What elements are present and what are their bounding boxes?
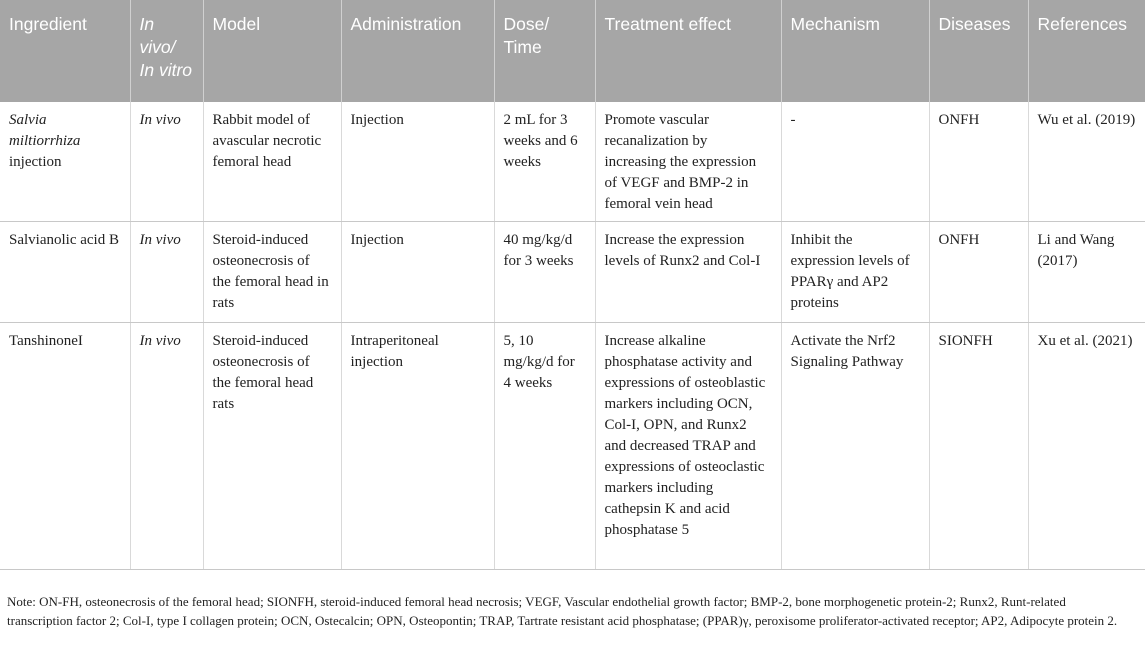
cell-administration: Injection xyxy=(341,102,494,221)
header-ingredient: Ingredient xyxy=(0,0,130,102)
header-mechanism: Mechanism xyxy=(781,0,929,102)
cell-in-vivo: In vivo xyxy=(130,322,203,569)
table-header-row xyxy=(0,0,1145,102)
cell-ingredient xyxy=(0,221,130,322)
cell-mechanism: Inhibit the expression levels of PPARγ and AP2 proteins xyxy=(781,221,929,322)
cell-administration: Intraperitoneal injection xyxy=(341,322,494,569)
cell-dose-time: 40 mg/kg/d for 3 weeks xyxy=(494,221,595,322)
header-in-vivo-in-vitro: In vivo/ In vitro xyxy=(130,0,203,102)
cell-ingredient xyxy=(0,102,130,221)
cell-ingredient xyxy=(0,322,130,569)
table-row xyxy=(0,221,1145,322)
cell-diseases: SIONFH xyxy=(929,322,1028,569)
cell-mechanism: Activate the Nrf2 Signaling Pathway xyxy=(781,322,929,569)
table-row xyxy=(0,322,1145,569)
cell-administration: Injection xyxy=(341,221,494,322)
cell-diseases: ONFH xyxy=(929,221,1028,322)
ingredient-text: TanshinoneI xyxy=(9,332,83,349)
cell-mechanism: - xyxy=(781,102,929,221)
cell-references: Li and Wang (2017) xyxy=(1028,221,1145,322)
cell-references: Wu et al. (2019) xyxy=(1028,102,1145,221)
header-references: References xyxy=(1028,0,1145,102)
cell-treatment-effect: Promote vascular recanalization by increasing the expression of VEGF and BMP-2 in femoral vein head xyxy=(595,102,781,221)
header-dose-time: Dose/ Time xyxy=(494,0,595,102)
cell-in-vivo: In vivo xyxy=(130,221,203,322)
header-model: Model xyxy=(203,0,341,102)
cell-model: Steroid-induced osteonecrosis of the femoral head rats xyxy=(203,322,341,569)
header-administration: Administration xyxy=(341,0,494,102)
header-treatment-effect: Treatment effect xyxy=(595,0,781,102)
ingredient-text: injection xyxy=(9,154,62,170)
header-diseases: Diseases xyxy=(929,0,1028,102)
table-row xyxy=(0,102,1145,221)
ingredient-italic: Salvia miltiorrhiza xyxy=(9,112,81,149)
cell-in-vivo: In vivo xyxy=(130,102,203,221)
cell-model: Rabbit model of avascular necrotic femoral head xyxy=(203,102,341,221)
cell-model: Steroid-induced osteonecrosis of the femoral head in rats xyxy=(203,221,341,322)
cell-references: Xu et al. (2021) xyxy=(1028,322,1145,569)
cell-treatment-effect: Increase the expression levels of Runx2 and Col-I xyxy=(595,221,781,322)
table-footnote: Note: ON-FH, osteonecrosis of the femoral head; SIONFH, steroid-induced femoral head necrosis; VEGF, Vascular endothelial growth factor; BMP-2, bone morphogenetic protein-2; Runx2, Runt-related transcription factor 2; Col-I, type I collagen protein; OCN, Ostecalcin; OPN, Osteopontin; TRAP, Tartrate resistant acid phosphatase; (PPAR)γ, peroxisome proliferator-activated receptor; AP2, Adipocyte protein 2. xyxy=(7,594,1118,628)
cell-dose-time: 2 mL for 3 weeks and 6 weeks xyxy=(494,102,595,221)
cell-dose-time: 5, 10 mg/kg/d for 4 weeks xyxy=(494,322,595,569)
cell-diseases: ONFH xyxy=(929,102,1028,221)
cell-treatment-effect: Increase alkaline phosphatase activity and expressions of osteoblastic markers including OCN, Col-I, OPN, and Runx2 and decreased TRAP and expressions of osteoclastic markers including cathepsin K and acid phosphatase 5 xyxy=(595,322,781,569)
ingredient-text: Salvianolic acid B xyxy=(9,231,119,248)
